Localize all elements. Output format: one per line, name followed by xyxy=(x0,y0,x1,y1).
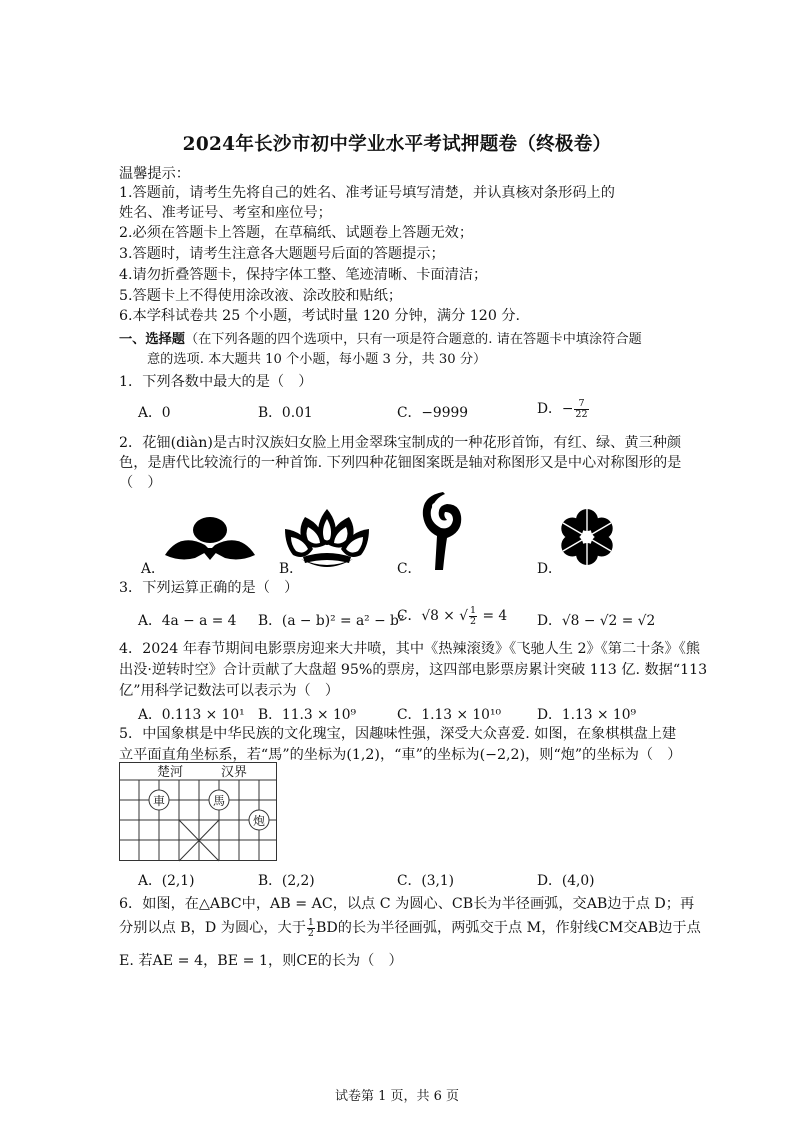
notice-item: 3.答题时，请考生注意各大题题号后面的答题提示； xyxy=(119,246,445,262)
q2-line2: 色，是唐代比较流行的一种首饰. 下列四种花钿图案既是轴对称图形又是中心对称图形的是 xyxy=(119,455,682,471)
section-heading xyxy=(119,328,642,347)
q1-option-c: C．−9999 xyxy=(397,405,469,421)
q3-c-prefix: C．√8 × √ xyxy=(397,608,469,624)
q5-option-c: C．(3,1) xyxy=(397,873,455,889)
q4-option-b: B．11.3 × 10⁹ xyxy=(258,707,357,723)
flower-pattern-b-icon xyxy=(283,505,371,569)
q4-line2: 出没·逆转时空》合计贡献了大盘超 95%的票房，这四部电影票房累计突破 113 亿. 数据“113 xyxy=(119,662,708,678)
piece-chariot: 車 xyxy=(152,794,166,808)
piece-cannon: 炮 xyxy=(252,814,266,828)
numerator: 1 xyxy=(307,916,314,928)
q5-option-d: D．(4,0) xyxy=(537,873,595,889)
q6-line3: E. 若AE = 4，BE = 1，则CE的长为（ ） xyxy=(119,953,403,969)
q3-c-suffix: = 4 xyxy=(478,608,508,624)
page-title: 2024年长沙市初中学业水平考试押题卷（终极卷） xyxy=(182,134,612,155)
q4-option-a: A．0.113 × 10¹ xyxy=(138,707,245,723)
q4-line1: 4．2024 年春节期间电影票房迎来大井喷，其中《热辣滚烫》《飞驰人生 2》《第二十条》《熊 xyxy=(119,641,701,657)
q1-d-prefix: D．− xyxy=(537,401,574,417)
fraction xyxy=(469,606,477,627)
q5-option-a: A．(2,1) xyxy=(138,873,195,889)
notice-heading: 温馨提示： xyxy=(119,166,190,182)
flower-pattern-d-icon xyxy=(555,505,619,569)
denominator: 2 xyxy=(307,927,314,939)
q1-option-a: A．0 xyxy=(138,405,171,421)
q4-line3: 亿”用科学记数法可以表示为（ ） xyxy=(119,683,340,699)
denominator: 22 xyxy=(575,409,588,420)
section-label: 一、选择题 xyxy=(119,332,185,347)
q2-option-d: D． xyxy=(537,561,562,577)
q5-line1: 5．中国象棋是中华民族的文化瑰宝，因趣味性强，深受大众喜爱. 如图，在象棋棋盘上建 xyxy=(119,726,677,742)
q3-stem: 3．下列运算正确的是（ ） xyxy=(119,580,299,596)
q3-option-a: A．4a − a = 4 xyxy=(138,613,237,629)
notice-item: 姓名、准考证号、考室和座位号； xyxy=(119,205,332,221)
section-desc: （在下列各题的四个选项中，只有一项是符合题意的. 请在答题卡中填涂符合题 xyxy=(184,332,642,347)
notice-item: 5.答题卡上不得使用涂改液、涂改胶和贴纸； xyxy=(119,288,403,304)
fraction xyxy=(574,399,588,420)
notice-item: 1.答题前，请考生先将自己的姓名、准考证号填写清楚，并认真核对条形码上的 xyxy=(119,185,615,201)
q6-line2 xyxy=(119,917,701,939)
q5-option-b: B．(2,2) xyxy=(258,873,315,889)
fraction xyxy=(307,918,315,939)
board-label-hanjie: 汉界 xyxy=(221,765,248,780)
q2-option-b: B． xyxy=(279,561,303,577)
q1-stem: 1．下列各数中最大的是（ ） xyxy=(119,374,313,390)
piece-horse: 馬 xyxy=(212,794,226,808)
denominator: 2 xyxy=(470,616,477,627)
q6-line1: 6．如图，在△ABC中，AB = AC，以点 C 为圆心、CB长为半径画弧，交AB边于点 D；再 xyxy=(119,896,695,912)
flower-pattern-c-icon xyxy=(415,490,467,572)
chess-board xyxy=(119,762,279,862)
q2-option-a: A． xyxy=(141,561,165,577)
q1-option-d xyxy=(537,397,590,420)
board-label-chuhe: 楚河 xyxy=(157,765,184,780)
q2-line1: 2．花钿(diàn)是古时汉族妇女脸上用金翠珠宝制成的一种花形首饰，有红、绿、黄三种颜 xyxy=(119,435,682,451)
q6-line2-end: BD的长为半径画弧，两弧交于点 M，作射线CM交AB边于点 xyxy=(315,920,701,936)
numerator: 7 xyxy=(574,399,588,410)
q4-option-c: C．1.13 × 10¹⁰ xyxy=(397,707,502,723)
q6-line2-start: 分别以点 B，D 为圆心，大于 xyxy=(119,920,306,936)
notice-item: 2.必须在答题卡上答题，在草稿纸、试题卷上答题无效； xyxy=(119,225,474,241)
q3-option-d: D．√8 − √2 = √2 xyxy=(537,613,656,629)
q1-option-b: B．0.01 xyxy=(258,405,313,421)
flower-pattern-a-icon xyxy=(160,510,260,570)
q5-line2: 立平面直角坐标系，若“馬”的坐标为(1,2)，“車”的坐标为(−2,2)，则“炮”的坐标为（ ） xyxy=(119,747,682,763)
q2-line3: （ ） xyxy=(119,475,162,491)
notice-item: 4.请勿折叠答题卡，保持字体工整、笔迹清晰、卡面清洁； xyxy=(119,267,488,283)
q2-option-c: C． xyxy=(397,561,422,577)
page-footer: 试卷第 1 页，共 6 页 xyxy=(334,1089,460,1104)
notice-item: 6.本学科试卷共 25 个小题，考试时量 120 分钟，满分 120 分. xyxy=(119,308,521,324)
section-desc-2: 意的选项. 本大题共 10 个小题，每小题 3 分，共 30 分） xyxy=(147,352,487,367)
numerator: 1 xyxy=(470,605,477,616)
q4-option-d: D．1.13 × 10⁹ xyxy=(537,707,636,723)
q3-option-c xyxy=(397,604,507,627)
q3-option-b: B．(a − b)² = a² − b² xyxy=(258,613,405,629)
